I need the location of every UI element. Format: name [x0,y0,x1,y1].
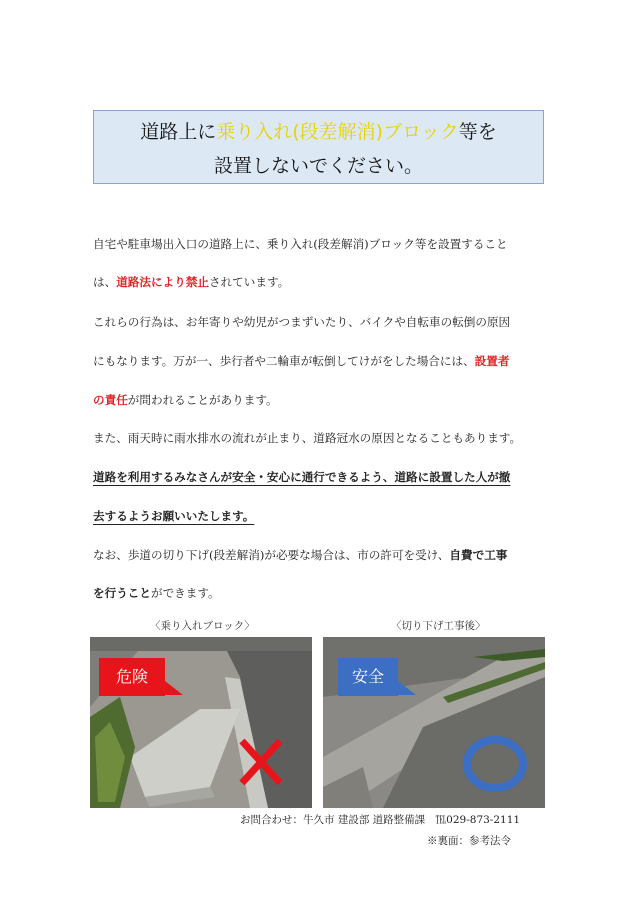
text: は、 [93,275,117,289]
self-cost-text: 自費で工事 [449,548,508,562]
safe-photo [323,637,545,808]
danger-badge-pointer [165,681,185,697]
danger-badge: 危険 [99,658,165,696]
text: ができます。 [150,586,220,600]
paragraph-2-line-1: これらの行為は、お年寄りや幼児がつまずいたり、バイクや自転車の転倒の原因 [93,315,511,329]
paragraph-2-line-2 [93,353,509,369]
title-text: 道路上に [140,121,217,143]
paragraph-5-line-1 [93,547,507,563]
circle-mark-icon [460,735,530,793]
title-highlight: 乗り入れ(段差解消)ブロック [216,121,459,143]
self-cost-text: を行うこと [93,586,151,600]
paragraph-3: また、雨天時に雨水排水の流れが止まり、道路冠水の原因となることもあります。 [93,431,522,445]
text: にもなります。万が一、歩行者や二輪車が転倒してけがをした場合には、 [93,354,475,368]
paragraph-4-line-1: 道路を利用するみなさんが安全・安心に通行できるよう、道路に設置した人が撤 [93,470,511,484]
safe-badge: 安全 [338,658,398,696]
title-line-1 [94,119,543,145]
paragraph-5-line-2 [93,585,220,601]
reverse-side-note: ※裏面：参考法令 [427,835,511,847]
title-line-2: 設置しないでください。 [213,155,423,177]
title-text: 等を [458,121,497,143]
text: なお、歩道の切り下げ(段差解消)が必要な場合は、市の許可を受け、 [93,548,450,562]
paragraph-2-line-3 [93,392,278,408]
prohibition-text: 道路法により禁止 [116,275,209,289]
text: が問われることがあります。 [127,393,278,407]
danger-photo [90,637,312,808]
paragraph-1-line-1: 自宅や駐車場出入口の道路上に、乗り入れ(段差解消)ブロック等を設置すること [93,237,508,251]
safe-badge-pointer [398,681,418,697]
left-photo-caption: 〈乗り入れブロック〉 [150,620,255,632]
liability-text: 設置者 [474,354,510,368]
paragraph-1-line-2 [93,274,289,290]
right-photo-caption: 〈切り下げ工事後〉 [391,620,486,632]
text: されています。 [208,275,290,289]
liability-text: の責任 [93,393,128,407]
contact-info: お問合わせ：牛久市 建設部 道路整備課 ℡029-873-2111 [240,814,521,826]
cross-mark-icon [238,737,284,787]
paragraph-4-line-2: 去するようお願いいたします。 [93,509,255,523]
title-box [93,110,544,184]
